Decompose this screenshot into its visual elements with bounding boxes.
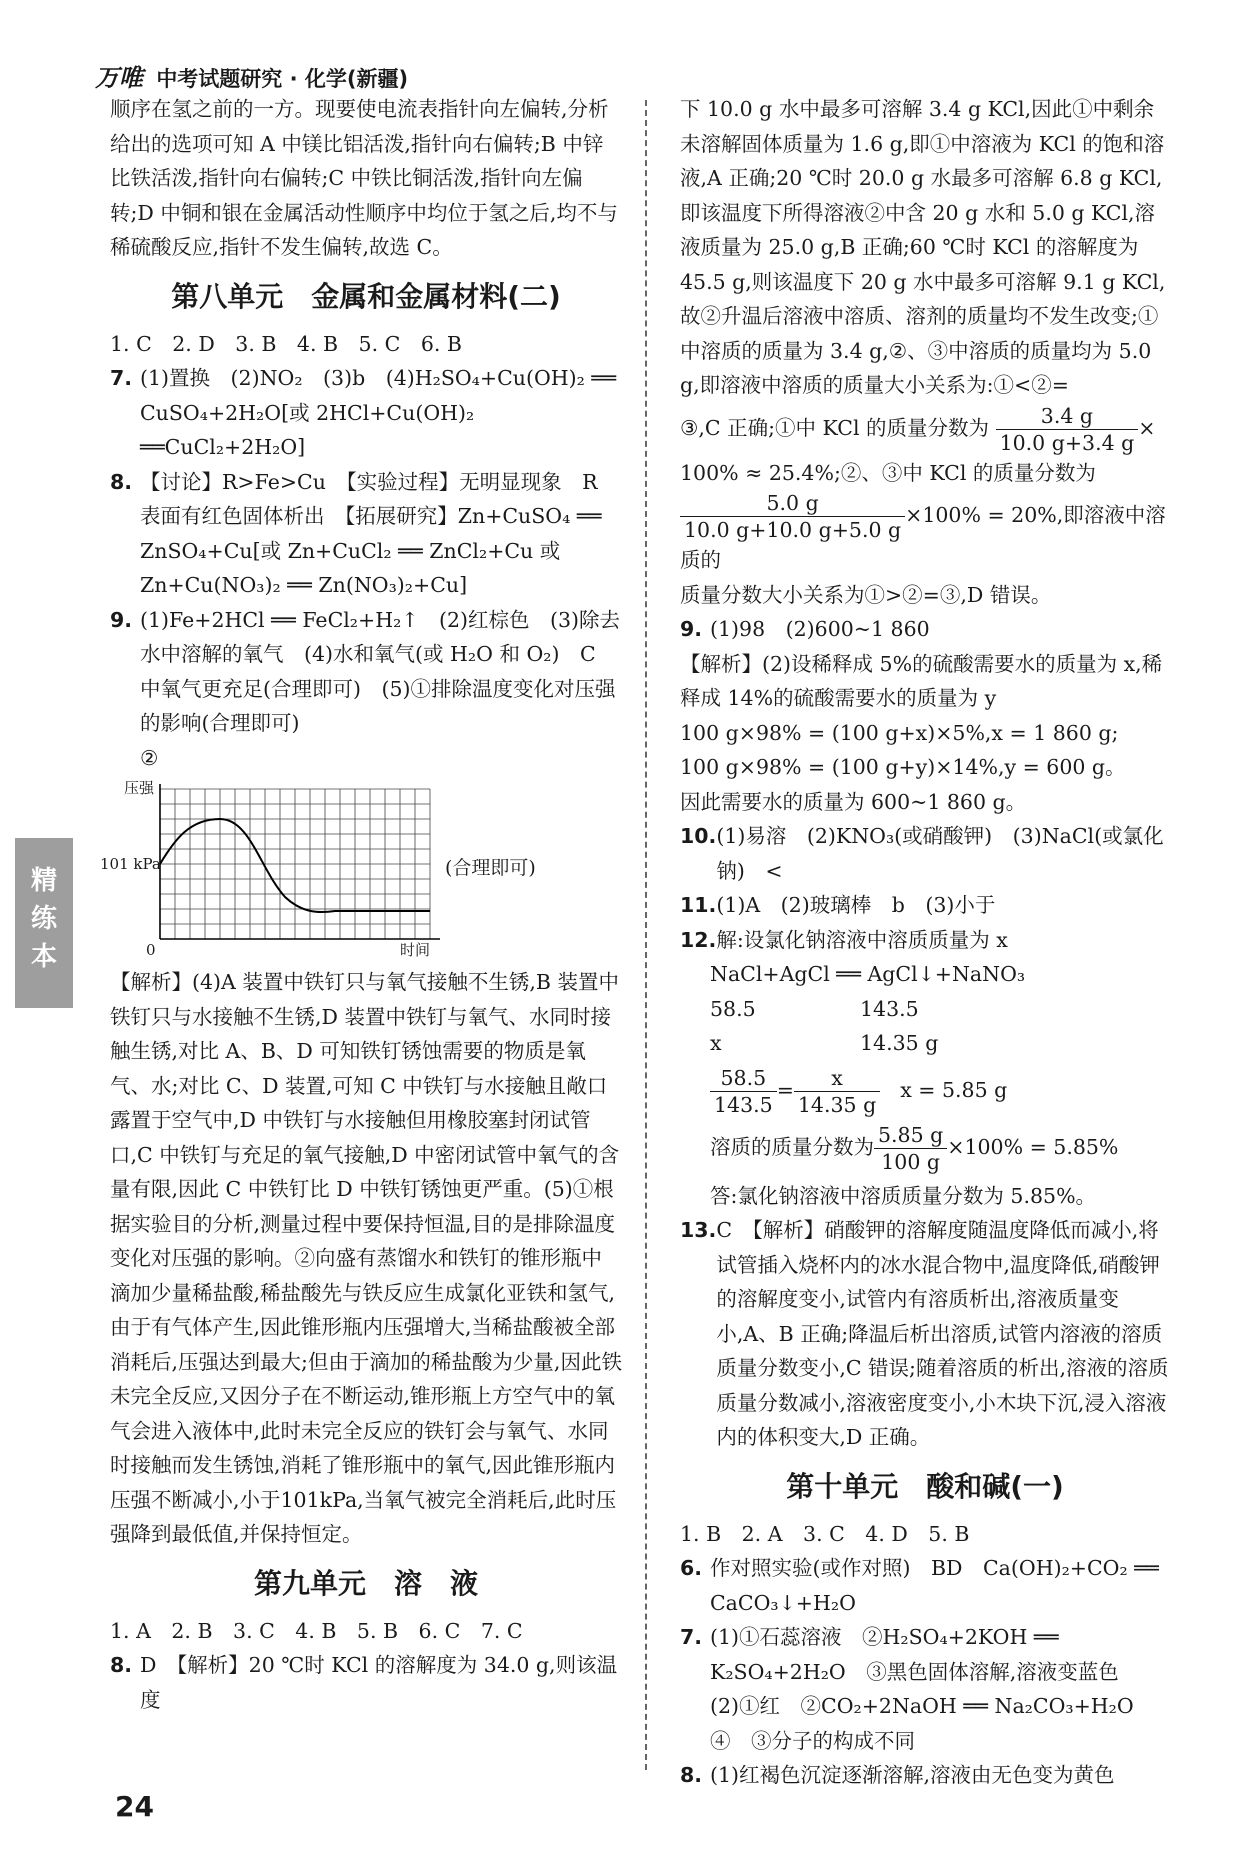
- unit10-q8: [680, 1758, 1170, 1793]
- denominator: 10.0 g+3.4 g: [999, 430, 1135, 455]
- side-tab-char: 精: [30, 866, 57, 896]
- side-tab-char: 练: [30, 904, 57, 934]
- left-column: [100, 92, 622, 1717]
- column-divider: [645, 100, 647, 1770]
- answer-text: C 【解析】硝酸钾的溶解度随温度降低而减小,将试管插入烧杯内的冰水混合物中,温度降低,硝酸钾的溶解度变小,试管内有溶质析出,溶液质量变小,A、B 正确;降温后析出溶质,试管内溶液的溶质质量分数变小,C 错误;随着溶质的析出,溶液的溶质质量分数减小,溶液密度变小,小木块下沉,浸入溶液内的体积变大,D 正确。: [716, 1218, 1169, 1449]
- sub-answer-label: ②: [140, 745, 159, 770]
- unit9-q8-end: 质量分数大小关系为①>②=③,D 错误。: [680, 582, 1052, 607]
- unit9-q12: [680, 923, 1170, 958]
- unit8-choice-answers: 1. C 2. D 3. B 4. B 5. C 6. B: [110, 331, 462, 356]
- unit9-q9: [680, 612, 1170, 647]
- chemical-equation: NaCl+AgCl ══ AgCl↓+NaNO₃: [710, 962, 1026, 986]
- unit8-title: 第八单元 金属和金属材料(二): [171, 279, 561, 313]
- proportion: [710, 1065, 1170, 1118]
- question-number: 7.: [680, 1625, 703, 1649]
- unit9-q8-option-c: [680, 403, 1170, 456]
- question-number: 7.: [110, 366, 133, 390]
- question-number: 11.: [680, 893, 717, 917]
- conclusion: 因此需要水的质量为 600~1 860 g。: [680, 789, 1027, 814]
- y-axis-label: 压强: [124, 779, 155, 797]
- side-tab-char: 本: [30, 942, 57, 972]
- denominator: 100 g: [881, 1149, 941, 1174]
- fraction: [680, 490, 905, 543]
- answer-text: (1)红褐色沉淀逐渐溶解,溶液由无色变为黄色: [710, 1763, 1115, 1787]
- question-number: 9.: [110, 607, 133, 632]
- text: ×: [1138, 415, 1156, 440]
- denominator: 14.35 g: [797, 1092, 877, 1117]
- question-number: 8.: [110, 469, 133, 494]
- unit10-q7: [680, 1620, 1170, 1758]
- graph-note: (合理即可): [445, 857, 536, 879]
- text: ③,C 正确;①中 KCl 的质量分数为: [680, 415, 990, 440]
- unit9-q8-fraction-line: [680, 490, 1170, 578]
- unit9-q10: [680, 819, 1170, 888]
- graph-grid: [160, 789, 430, 939]
- question-number: 8.: [110, 1653, 133, 1677]
- final-answer: 答:氯化钠溶液中溶质质量分数为 5.85%。: [710, 1183, 1097, 1208]
- unit8-q9-analysis: 【解析】(4)A 装置中铁钉只与氧气接触不生锈,B 装置中铁钉只与水接触不生锈,D 装置中铁钉与氧气、水同时接触生锈,对比 A、B、D 可知铁钉锈蚀需要的物质是氧气、水;对比 C、D 装置,可知 C 中铁钉与水接触且敞口露置于空气中,D 中铁钉与水接触但用橡胶塞封闭试管口,C 中铁钉与充足的氧气接触,D 中密闭试管中氧气的含量有限,因此 C 中铁钉比 D 中铁钉锈蚀更严重。(5)①根据实验目的分析,测量过程中要保持恒温,目的是排除温度变化对压强的影响。②向盛有蒸馏水和铁钉的锥形瓶中滴加少量稀盐酸,稀盐酸先与铁反应生成氯化亚铁和氢气,由于有气体产生,因此锥形瓶内压强增大,当稀盐酸被全部消耗后,压强达到最大;但由于滴加的稀盐酸为少量,因此铁未完全反应,又因分子在不断运动,锥形瓶上方空气中的氧气会进入液体中,此时未完全反应的铁钉会与氧气、水同时接触而发生锈蚀,消耗了锥形瓶中的氧气,因此锥形瓶内压强不断减小,小于101kPa,当氧气被完全消耗后,此时压强降到最低值,并保持恒定。: [110, 970, 622, 1546]
- unit9-q12-calculation: [680, 957, 1170, 1213]
- value-row: [710, 1026, 1170, 1061]
- page-number: 24: [115, 1790, 154, 1823]
- unit8-q9: [110, 603, 622, 741]
- numerator: 5.0 g: [680, 490, 905, 517]
- text: ×100% = 5.85%: [947, 1134, 1119, 1159]
- unit8-q7: [110, 361, 622, 465]
- fraction: [874, 1122, 947, 1175]
- page-header: [95, 58, 408, 93]
- denominator: 10.0 g+10.0 g+5.0 g: [684, 518, 902, 542]
- brand-logo: 万唯: [95, 64, 143, 92]
- unit10-q6: [680, 1551, 1170, 1620]
- denominator: 143.5: [714, 1092, 773, 1117]
- unit10-title: 第十单元 酸和碱(一): [786, 1469, 1064, 1503]
- x-axis-label: 时间: [400, 941, 431, 959]
- unit9-choice-answers: 1. A 2. B 3. C 4. B 5. B 6. C 7. C: [110, 1618, 523, 1643]
- question-number: 6.: [680, 1556, 703, 1580]
- question-number: 9.: [680, 617, 703, 641]
- unit9-q11: [680, 888, 1170, 923]
- answer-text: (1)易溶 (2)KNO₃(或硝酸钾) (3)NaCl(或氯化钠) <: [716, 824, 1164, 883]
- question-number: 8.: [680, 1763, 703, 1787]
- known-value: 14.35 g: [860, 1031, 939, 1055]
- fraction: [996, 403, 1139, 456]
- unit8-q8: [110, 465, 622, 603]
- molar-mass: 143.5: [860, 996, 919, 1021]
- answer-text: D 【解析】20 ℃时 KCl 的溶解度为 34.0 g,则该温度: [140, 1653, 618, 1712]
- unit9-q13: [680, 1213, 1170, 1455]
- numerator: 3.4 g: [996, 403, 1139, 430]
- equals-sign: =: [776, 1077, 794, 1102]
- answer-text: 作对照实验(或作对照) BD Ca(OH)₂+CO₂ ══ CaCO₃↓+H₂O: [710, 1556, 1159, 1615]
- question-number: 12.: [680, 927, 717, 952]
- right-column: [680, 92, 1170, 1793]
- numerator: 5.85 g: [874, 1122, 947, 1149]
- answer-text: (1)98 (2)600~1 860: [710, 617, 930, 641]
- result: x = 5.85 g: [900, 1077, 1008, 1102]
- equation: 100 g×98% = (100 g+x)×5%,x = 1 860 g;: [680, 720, 1119, 745]
- answer-text: 解:设氯化钠溶液中溶质质量为 x: [716, 927, 1008, 952]
- numerator: 58.5: [710, 1065, 777, 1092]
- equation: 100 g×98% = (100 g+y)×14%,y = 600 g。: [680, 755, 1126, 779]
- unit9-q8: [110, 1648, 622, 1717]
- answer-text: (1)置换 (2)NO₂ (3)b (4)H₂SO₄+Cu(OH)₂ ══ CuSO₄+2H₂O[或 2HCl+Cu(OH)₂ ══CuCl₂+2H₂O]: [140, 366, 617, 459]
- text: ×100% = 20%,即溶液中溶质的: [680, 503, 1166, 572]
- side-tab: [15, 838, 73, 1008]
- unknown: x: [710, 1031, 722, 1055]
- book-title: 中考试题研究 · 化学(新疆): [156, 67, 409, 91]
- origin-label: 0: [146, 941, 156, 959]
- numerator: x: [794, 1065, 880, 1092]
- unit9-title: 第九单元 溶 液: [253, 1566, 478, 1600]
- pressure-time-graph: [100, 779, 622, 959]
- mass-fraction: [710, 1122, 1170, 1175]
- fraction: [710, 1065, 777, 1118]
- unit9-q8-continuation: 下 10.0 g 水中最多可溶解 3.4 g KCl,因此①中剩余未溶解固体质量为 1.6 g,即①中溶液为 KCl 的饱和溶液,A 正确;20 ℃时 20.0 g 水最多可溶解 6.8 g KCl,即该温度下所得溶液②中含 20 g 水和 5.0 g KCl,溶液质量为 25.0 g,B 正确;60 ℃时 KCl 的溶解度为 45.5 g,则该温度下 20 g 水中最多可溶解 9.1 g KCl,故②升温后溶液中溶质、溶剂的质量均不发生改变;①中溶质的质量为 3.4 g,②、③中溶质的质量均为 5.0 g,即溶液中溶质的质量大小关系为:①<②=: [680, 97, 1166, 397]
- unit9-q9-analysis: 【解析】(2)设稀释成 5%的硫酸需要水的质量为 x,稀释成 14%的硫酸需要水的质量为 y: [680, 651, 1163, 710]
- unit9-q8-option-d: 100% ≈ 25.4%;②、③中 KCl 的质量分数为: [680, 460, 1096, 485]
- unit7-answer-continuation: 顺序在氢之前的一方。现要使电流表指针向左偏转,分析给出的选项可知 A 中镁比铝活泼,指针向右偏转;B 中锌比铁活泼,指针向右偏转;C 中铁比铜活泼,指针向左偏转;D 中铜和银在金属活动性顺序中均位于氢之后,均不与稀硫酸反应,指针不发生偏转,故选 C。: [110, 97, 618, 259]
- question-number: 13.: [680, 1218, 717, 1242]
- y-tick-label: 101 kPa: [100, 855, 161, 873]
- text: 溶质的质量分数为: [710, 1134, 874, 1159]
- answer-text: 【讨论】R>Fe>Cu 【实验过程】无明显现象 R 表面有红色固体析出 【拓展研究】Zn+CuSO₄ ══ ZnSO₄+Cu[或 Zn+CuCl₂ ══ ZnCl₂+Cu 或 Zn+Cu(NO₃)₂ ══ Zn(NO₃)₂+Cu]: [140, 469, 602, 597]
- mass-row: [710, 992, 1170, 1027]
- molar-mass: 58.5: [710, 996, 756, 1021]
- graph-svg: [110, 779, 622, 959]
- answer-text: (1)Fe+2HCl ══ FeCl₂+H₂↑ (2)红棕色 (3)除去水中溶解的氧气 (4)水和氧气(或 H₂O 和 O₂) C 中氧气更充足(合理即可) (5)①排除温度变化对压强的影响(合理即可): [140, 607, 621, 735]
- question-number: 10.: [680, 824, 717, 848]
- answer-text: (1)①石蕊溶液 ②H₂SO₄+2KOH ══ K₂SO₄+2H₂O ③黑色固体溶解,溶液变蓝色 (2)①红 ②CO₂+2NaOH ══ Na₂CO₃+H₂O ④ ③分子的构成不同: [710, 1625, 1155, 1753]
- fraction: [794, 1065, 880, 1118]
- answer-text: (1)A (2)玻璃棒 b (3)小于: [716, 893, 996, 917]
- unit10-choice-answers: 1. B 2. A 3. C 4. D 5. B: [680, 1521, 970, 1546]
